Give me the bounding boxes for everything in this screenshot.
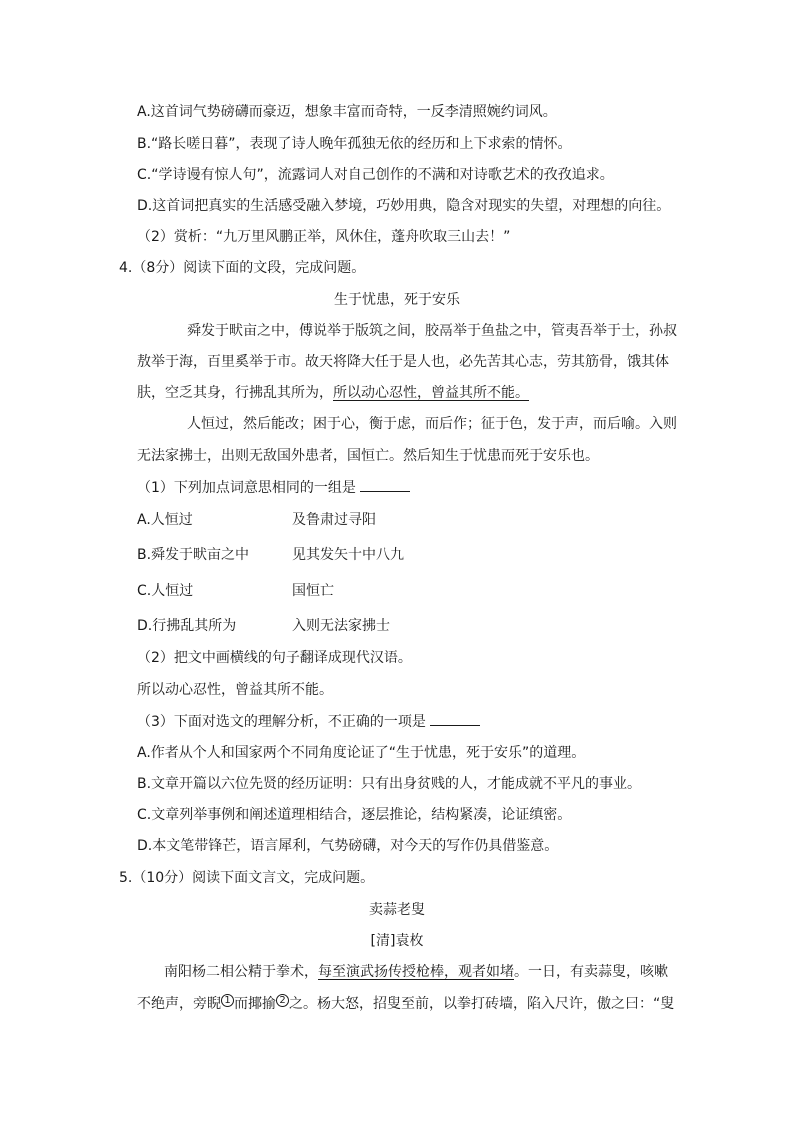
q4-sub1-text: （1）下列加点词意思相同的一组是	[137, 480, 356, 496]
q4-option-row-a	[137, 510, 193, 530]
q4-option-b: B.文章开篇以六位先贤的经历证明：只有出身贫贱的人，才能成就不平凡的事业。	[137, 776, 642, 792]
q5-passage-line	[164, 962, 668, 982]
option-left: B.舜发于畎亩之中	[137, 547, 250, 563]
q3-option-b: B.“路长嗟日暮”，表现了诗人晚年孤独无依的经历和上下求索的情怀。	[137, 136, 572, 152]
q5-passage-text: 南阳杨二相公精于拳术，	[164, 964, 318, 980]
footnote-marker: 1	[221, 994, 234, 1007]
q4-subquestion-2: （2）把文中画横线的句子翻译成现代汉语。	[137, 650, 412, 666]
q3-option-d: D.这首词把真实的生活感受融入梦境，巧妙用典，隐含对现实的失望，对理想的向往。	[137, 198, 671, 214]
q4-option-row-b	[137, 545, 249, 565]
q4-option-d: D.本文笔带锋芒，语言犀利，气势磅礴，对今天的写作仍具借鉴意。	[137, 838, 559, 854]
q5-underlined-sentence: 每至演武扬传授枪棒，观者如堵	[318, 964, 514, 980]
q4-passage-line: 舜发于畎亩之中，傅说举于版筑之间，胶鬲举于鱼盐之中，管夷吾举于士，孙叔	[187, 323, 677, 339]
option-right: 见其发矢十中八九	[292, 547, 404, 563]
option-right: 及鲁肃过寻阳	[292, 512, 376, 528]
q4-option-row-c	[137, 581, 193, 601]
q5-passage-line	[137, 994, 674, 1014]
q4-passage-title: 生于忧患，死于安乐	[334, 292, 460, 308]
q4-passage-line: 敖举于海，百里奚举于市。故天将降大任于是人也，必先苦其心志，劳其筋骨，饿其体	[137, 354, 669, 370]
q4-option-a: A.作者从个人和国家两个不同角度论证了“生于忧患，死于安乐”的道理。	[137, 745, 586, 761]
q5-passage-text: 而揶揄	[234, 996, 276, 1012]
q5-passage-text: 不绝声，旁睨	[137, 996, 221, 1012]
footnote-marker: 2	[276, 994, 289, 1007]
q5-passage-title: 卖蒜老叟	[369, 902, 425, 918]
q5-passage-text: 。一日，有卖蒜叟，咳嗽	[514, 964, 668, 980]
q4-option-c: C.文章列举事例和阐述道理相结合，逐层推论，结构紧凑，论证缜密。	[137, 807, 572, 823]
q4-underlined-sentence: 所以动心忍性，曾益其所不能。	[333, 385, 529, 401]
q3-option-c: C.“学诗谩有惊人句”，流露词人对自己创作的不满和对诗歌艺术的孜孜追求。	[137, 167, 614, 183]
q5-header: 5.（10分）阅读下面文言文，完成问题。	[119, 870, 375, 886]
q4-option-row-d	[137, 616, 236, 636]
q4-passage-text: 肤，空乏其身，行拂乱其所为，	[137, 385, 333, 401]
q4-sub3-text: （3）下面对选文的理解分析，不正确的一项是	[137, 714, 426, 730]
q5-passage-text: 之。杨大怒，招叟至前，以拳打砖墙，陷入尺许，傲之曰：“叟	[289, 996, 675, 1012]
q4-subquestion-1	[137, 477, 410, 498]
option-right: 入则无法家拂士	[292, 618, 390, 634]
q4-passage-line	[137, 383, 529, 403]
option-right: 国恒亡	[292, 583, 334, 599]
q3-subquestion-2: （2）赏析：“九万里风鹏正举，风休住，蓬舟吹取三山去！”	[137, 229, 511, 245]
q4-passage-line: 无法家拂士，出则无敌国外患者，国恒亡。然后知生于忧患而死于安乐也。	[137, 448, 599, 464]
answer-blank	[430, 711, 480, 726]
option-left: C.人恒过	[137, 583, 194, 599]
q4-header: 4.（8分）阅读下面的文段，完成问题。	[119, 260, 366, 276]
q4-passage-line: 人恒过，然后能改；困于心，衡于虑，而后作；征于色，发于声，而后喻。入则	[187, 416, 677, 432]
q4-subquestion-3	[137, 711, 480, 732]
option-left: D.行拂乱其所为	[137, 618, 237, 634]
option-left: A.人恒过	[137, 512, 193, 528]
q3-option-a: A.这首词气势磅礴而豪迈，想象丰富而奇特，一反李清照婉约词风。	[137, 104, 557, 120]
q5-author: [清]袁枚	[370, 933, 424, 949]
answer-blank	[360, 477, 410, 492]
q4-sub2-sentence: 所以动心忍性，曾益其所不能。	[137, 682, 333, 698]
